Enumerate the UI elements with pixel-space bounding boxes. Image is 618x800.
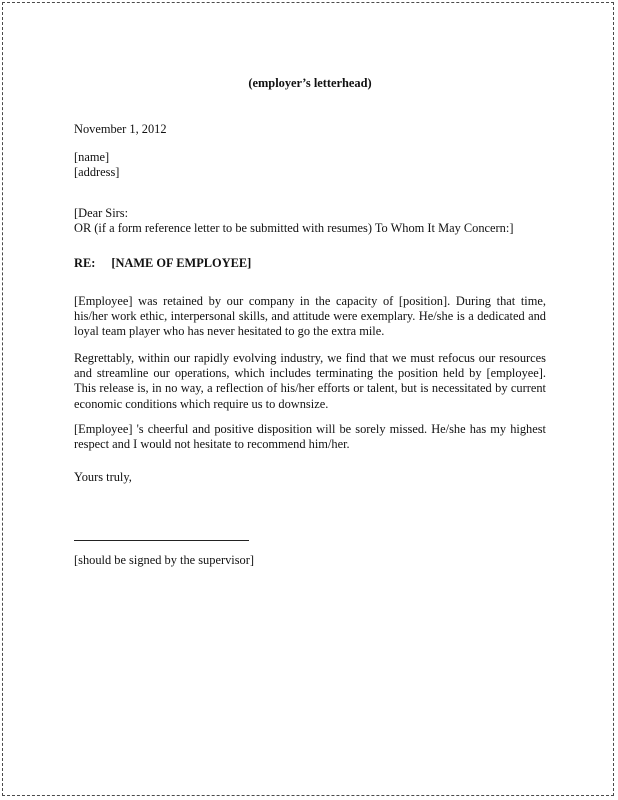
letterhead-placeholder: (employer’s letterhead) (248, 76, 372, 90)
signature-note: [should be signed by the supervisor] (74, 553, 254, 567)
salutation-block (74, 206, 546, 236)
letter-date: November 1, 2012 (74, 122, 167, 136)
salutation-line-1: [Dear Sirs: (74, 206, 129, 220)
salutation-line-2: OR (if a form reference letter to be submitted with resumes) To Whom It May Concern:] (74, 221, 514, 236)
body-paragraph-2: Regrettably, within our rapidly evolving industry, we find that we must refocus our resources and streamline our operations, which includes terminating the position held by [employee]. This release is, in no way, a reflection of his/her efforts or talent, but is necessitated by current economic conditions which require us to downsize. (74, 351, 546, 411)
recipient-name: [name] (74, 150, 110, 164)
recipient-block (74, 150, 546, 180)
signature-line (74, 540, 249, 541)
body-paragraph-1: [Employee] was retained by our company in the capacity of [position]. During that time, his/her work ethic, interpersonal skills, and attitude were exemplary. He/she is a dedicated and loyal team player who has never hesitated to go the extra mile. (74, 294, 546, 339)
re-line (74, 256, 546, 271)
body-paragraph-3: [Employee] 's cheerful and positive disposition will be sorely missed. He/she has my highest respect and I would not hesitate to recommend him/her. (74, 422, 546, 452)
closing: Yours truly, (74, 470, 132, 484)
re-label: RE: (74, 256, 96, 270)
recipient-address: [address] (74, 165, 120, 180)
re-subject: [NAME OF EMPLOYEE] (111, 256, 252, 270)
